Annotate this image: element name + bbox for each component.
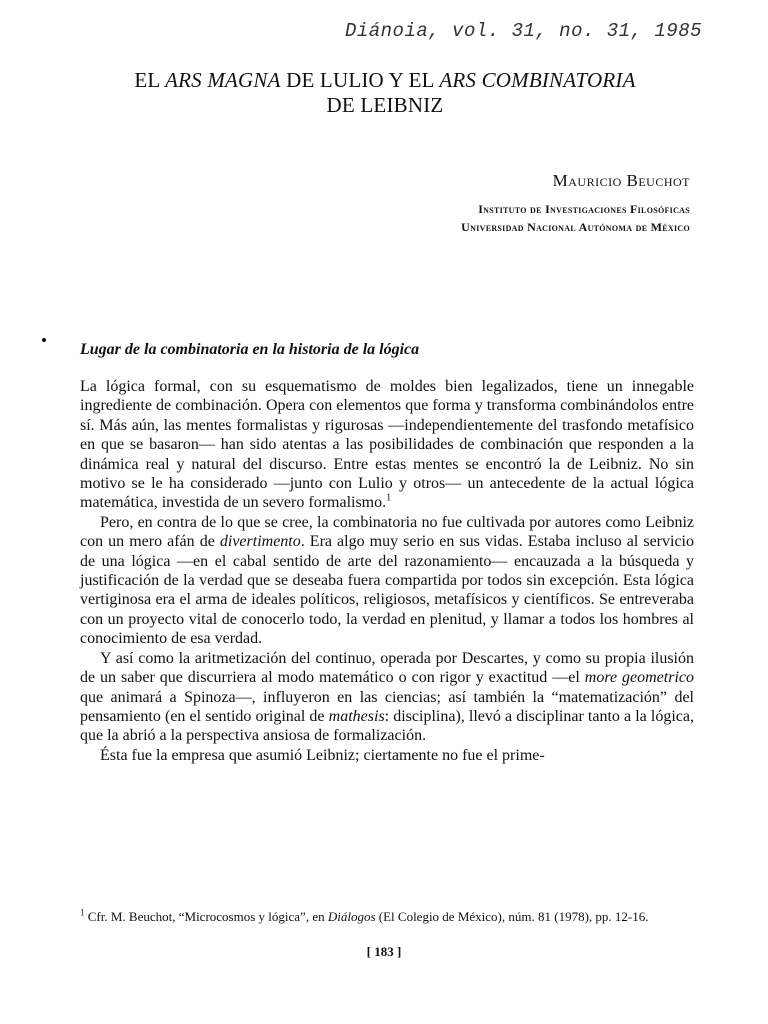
title-part: EL [134,68,166,92]
author-name: Mauricio Beuchot [552,171,690,190]
footnote-emphasis: Diálogos [327,909,376,924]
article-title [60,68,710,118]
paragraph-text: Ésta fue la empresa que asumió Leibniz; ciertamente no fue el prime- [100,746,545,764]
paragraph [80,649,694,746]
paragraph [80,377,694,513]
paragraph [80,513,694,649]
footnote-reference[interactable]: 1 [386,493,392,505]
paragraph-text: Pero, en contra de lo que se cree, la combinatoria no fue cultivada por autores como Leibniz con un mero afán de [80,513,694,551]
emphasis: more geometrico [584,669,695,687]
author-affiliation [461,200,690,236]
title-part: DE LEIBNIZ [326,93,444,117]
footnote-mark: 1 [80,907,85,918]
footnote-text: (El Colegio de México), núm. 81 (1978), pp. 12-16. [375,909,649,924]
footnote-text: Cfr. M. Beuchot, “Microcosmos y lógica”, en [84,909,328,924]
paragraph-text: Y así como la aritmetización del continuo, operada por Descartes, y como su propia ilusión de un saber que discurriera al modo matemático o con rigor y exactitud —el [80,649,694,687]
emphasis: mathesis [328,707,385,725]
journal-citation: Diánoia, vol. 31, no. 31, 1985 [344,20,702,42]
affiliation-line: Instituto de Investigaciones Filosóficas [478,202,690,216]
emphasis: divertimento [219,533,301,551]
paragraph [80,746,694,765]
paragraph-text: : disciplina), llevó a disciplinar tanto a la lógica, que la abrió a la perspectiva ansiosa de formalización. [80,707,694,745]
section-heading: Lugar de la combinatoria en la historia de la lógica [80,341,420,358]
title-part-italic: ARS MAGNA [165,68,281,92]
title-part: DE LULIO Y EL [280,68,440,92]
paragraph-text: La lógica formal, con su esquematismo de moldes bien legalizados, tiene un innegable ingrediente de combinación. Opera con elementos que forma y transforma combinándolos entre sí. Más aún, las mentes formalistas y rigurosas —independientemente del trasfondo metafísico en que se basaron— han sido atentas a las posibilidades de combinación que responden a la dinámica real y natural del discurso. Entre estas mentes se encontró la de Leibniz. No sin motivo se le ha considerado —junto con Lulio y otros— un antecedente de la actual lógica matemática, investida de un severo formalismo. [80,378,694,512]
margin-dot [42,338,46,342]
affiliation-line: Universidad Nacional Autónoma de México [461,220,690,234]
page-number: [ 183 ] [366,944,402,959]
article-body [80,377,694,765]
paragraph-text: . Era algo muy serio en sus vidas. Estaba incluso al servicio de una lógica —en el cabal sentido de arte del razonamiento— encauzada a la búsqueda y justificación de la verdad que se deseaba fuera compartida por todos sin excepción. Esta lógica vertiginosa era el arma de ideales políticos, religiosos, metafísicos y científicos. Se entreveraba con un proyecto vital de conocerlo todo, la verdad en plenitud, y llamar a todos los hombres al conocimiento de esa verdad. [80,533,695,648]
title-part-italic: ARS COMBINATORIA [439,68,636,92]
paragraph-text: que animará a Spinoza—, influyeron en las ciencias; así también la “matematización” del pensamiento (en el sentido original de [80,688,694,725]
footnote [80,908,694,926]
